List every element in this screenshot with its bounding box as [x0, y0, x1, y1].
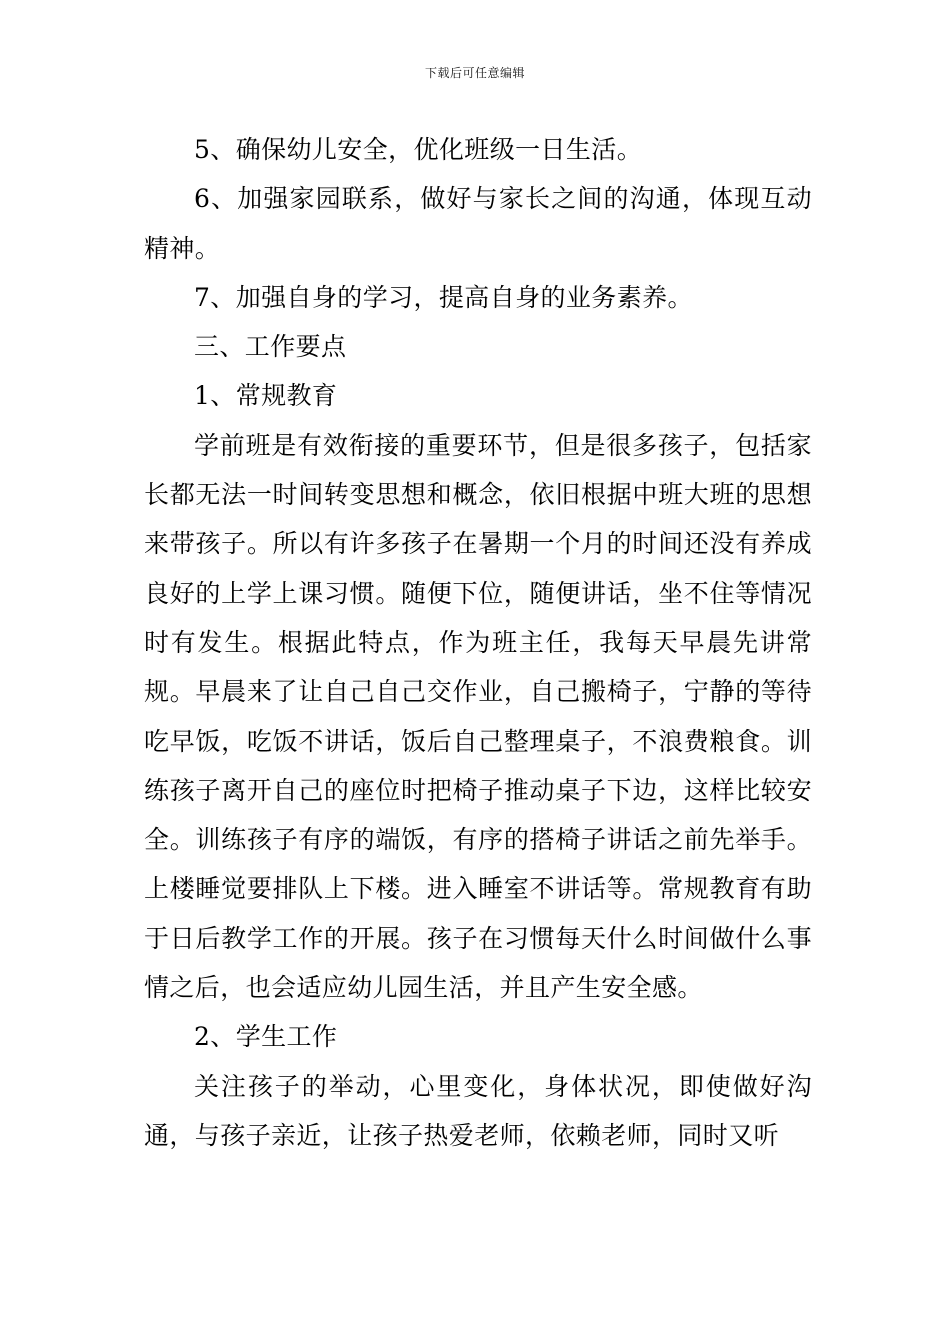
page-header-note: 下载后可任意编辑: [424, 66, 525, 80]
paragraph-item-7: 7、加强自身的学习，提高自身的业务素养。: [194, 282, 693, 312]
section-heading-work-points: 三、工作要点: [194, 332, 347, 362]
paragraph-item-6: 6、加强家园联系，做好与家长之间的沟通，体现互动精神。: [144, 184, 812, 263]
paragraph-student-work: 关注孩子的举动，心里变化，身体状况，即使做好沟通，与孩子亲近，让孩子热爱老师，依赖老师，同时又听: [144, 1071, 812, 1150]
subheading-routine-education: 1、常规教育: [194, 381, 338, 411]
document-body: [144, 125, 812, 1160]
paragraph-routine-education: 学前班是有效衔接的重要环节，但是很多孩子，包括家长都无法一时间转变思想和概念，依旧根据中班大班的思想来带孩子。所以有许多孩子在暑期一个月的时间还没有养成良好的上学上课习惯。随便下位，随便讲话，坐不住等情况时有发生。根据此特点，作为班主任，我每天早晨先讲常规。早晨来了让自己自己交作业，自己搬椅子，宁静的等待吃早饭，吃饭不讲话，饭后自己整理桌子，不浪费粮食。训练孩子离开自己的座位时把椅子推动桌子下边，这样比较安全。训练孩子有序的端饭，有序的搭椅子讲话之前先举手。上楼睡觉要排队上下楼。进入睡室不讲话等。常规教育有助于日后教学工作的开展。孩子在习惯每天什么时间做什么事情之后，也会适应幼儿园生活，并且产生安全感。: [144, 430, 812, 1003]
subheading-student-work: 2、学生工作: [194, 1022, 338, 1052]
paragraph-item-5: 5、确保幼儿安全，优化班级一日生活。: [194, 135, 643, 164]
